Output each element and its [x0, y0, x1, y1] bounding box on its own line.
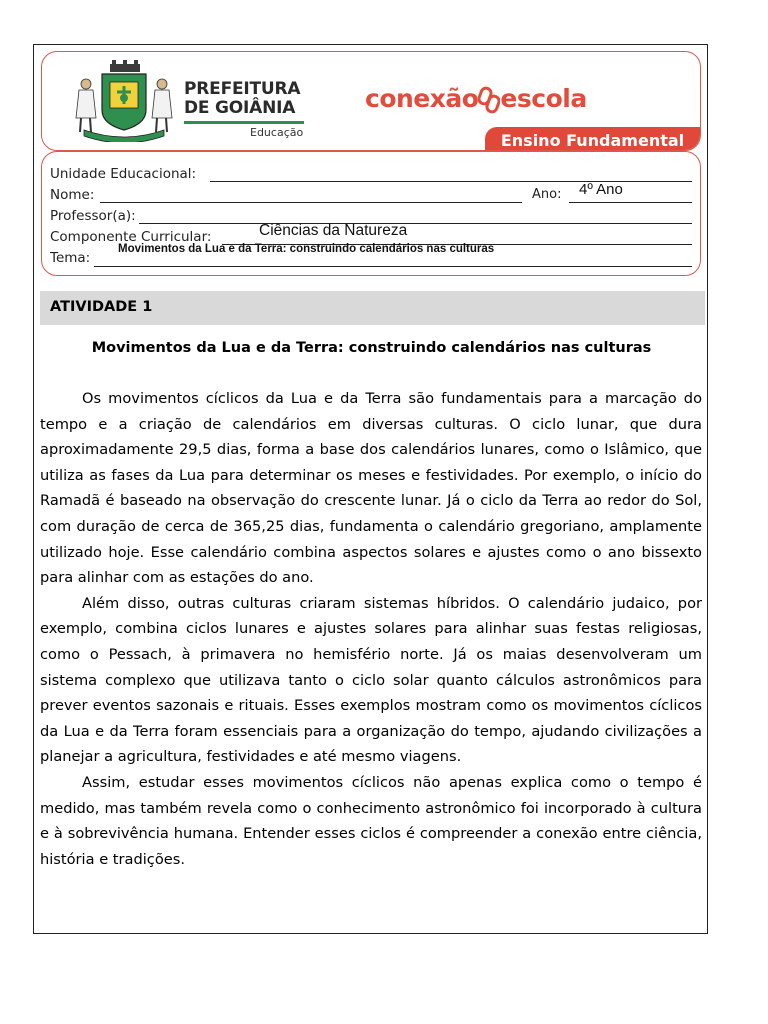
professor-field[interactable] [139, 223, 692, 224]
nome-label: Nome: [50, 187, 95, 203]
brand-part-1: conexão [365, 84, 479, 113]
componente-value: Ciências da Natureza [259, 222, 408, 239]
prefeitura-line-2: DE GOIÂNIA [184, 98, 296, 118]
brand-part-2: escola [500, 84, 587, 113]
worksheet-page [33, 44, 708, 934]
document-body [40, 386, 702, 872]
ano-value: 4º Ano [579, 181, 623, 198]
document-title: Movimentos da Lua e da Terra: construindo calendários nas culturas [91, 340, 652, 356]
ano-field[interactable] [569, 202, 692, 203]
prefeitura-name [184, 80, 300, 118]
componente-label: Componente Curricular: [50, 229, 212, 245]
tema-value: Movimentos da Lua e da Terra: construindo calendários nas culturas [118, 243, 495, 255]
paragraph-1: Os movimentos cíclicos da Lua e da Terra são fundamentais para a marcação do tempo e a criação de calendários em diversas culturas. O ciclo lunar, que dura aproximadamente 29,5 dias, forma a base dos calendários lunares, como o Islâmico, que utiliza as fases da Lua para determinar os meses e festividades. Por exemplo, o início do Ramadã é baseado na observação do crescente lunar. Já o ciclo da Terra ao redor do Sol, com duração de cerca de 365,25 dias, fundamenta o calendário gregoriano, amplamente utilizado hoje. Esse calendário combina aspectos solares e ajustes como o ano bissexto para alinhar com as estações do ano. [40, 390, 702, 587]
goiania-coat-of-arms-icon [70, 60, 178, 142]
ano-label: Ano: [532, 187, 562, 202]
department-label: Educação [250, 126, 304, 139]
paragraph-2: Além disso, outras culturas criaram sistemas híbridos. O calendário judaico, por exemplo, combina ciclos lunares e ajustes solares para alinhar suas festas religiosas, como o Pessach, à primavera no hemisfério norte. Já os maias desenvolveram um sistema complexo que utilizava tanto o ciclo solar quanto cálculos astronômicos para prever eventos sazonais e rituais. Esses exemplos mostram como os movimentos cíclicos da Lua e da Terra foram essenciais para a organização do tempo, ajudando civilizações a planejar a agricultura, festividades e até mesmo viagens. [40, 594, 702, 766]
conexao-escola-logo [365, 84, 587, 114]
tema-field[interactable] [94, 266, 692, 267]
paragraph-3: Assim, estudar esses movimentos cíclicos não apenas explica como o tempo é medido, mas também revela como o conhecimento astronômico foi incorporado à cultura e à sobrevivência humana. Entender esses ciclos é compreender a conexão entre ciência, história e tradições. [40, 773, 702, 868]
nome-field[interactable] [100, 202, 522, 203]
student-info-form [41, 151, 701, 276]
unidade-label: Unidade Educacional: [50, 166, 197, 182]
prefeitura-divider [184, 121, 304, 124]
tema-label: Tema: [50, 250, 91, 266]
professor-label: Professor(a): [50, 208, 136, 224]
header-card [41, 51, 701, 151]
chain-link-icon [478, 86, 500, 114]
activity-header [40, 291, 705, 325]
stage-badge: Ensino Fundamental [485, 127, 700, 151]
activity-label: ATIVIDADE 1 [50, 299, 153, 315]
prefeitura-line-1: PREFEITURA [184, 79, 301, 99]
